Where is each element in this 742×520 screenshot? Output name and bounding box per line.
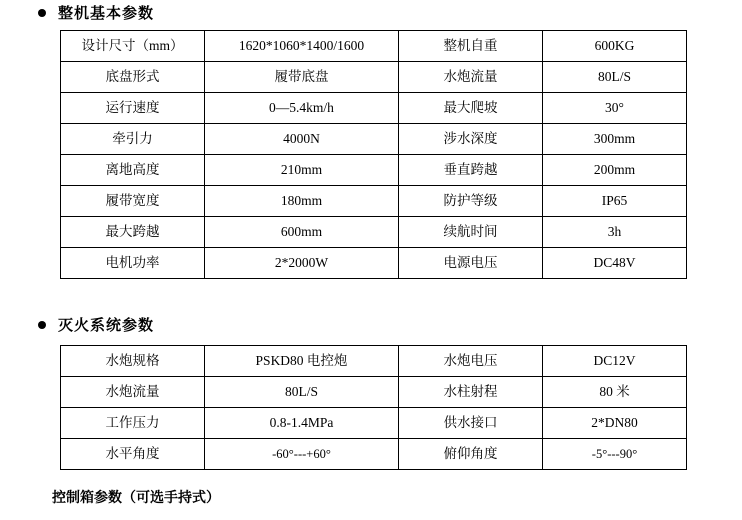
row-label: 防护等级: [399, 186, 543, 217]
basic-params-table-wrapper: [60, 30, 687, 279]
row-value: 0.8-1.4MPa: [205, 408, 399, 439]
row-label: 水炮流量: [399, 62, 543, 93]
table-row: [61, 248, 687, 279]
section-heading-label: 整机基本参数: [58, 6, 155, 22]
bullet-icon: [38, 321, 46, 329]
row-value: IP65: [543, 186, 687, 217]
footer-heading-label: 控制箱参数（可选手持式）: [52, 491, 220, 506]
row-value: 3h: [543, 217, 687, 248]
table-row: [61, 377, 687, 408]
row-label: 续航时间: [399, 217, 543, 248]
table-row: [61, 439, 687, 470]
row-label: 电机功率: [61, 248, 205, 279]
row-value: 1620*1060*1400/1600: [205, 31, 399, 62]
row-label: 俯仰角度: [399, 439, 543, 470]
row-label: 电源电压: [399, 248, 543, 279]
table-row: [61, 408, 687, 439]
row-value: 600KG: [543, 31, 687, 62]
footer-heading: [52, 487, 220, 507]
row-value: 300mm: [543, 124, 687, 155]
row-value: 80 米: [543, 377, 687, 408]
table-row: [61, 124, 687, 155]
table-row: [61, 31, 687, 62]
row-label: 水平角度: [61, 439, 205, 470]
row-value: 履带底盘: [205, 62, 399, 93]
row-value: PSKD80 电控炮: [205, 346, 399, 377]
row-label: 水炮规格: [61, 346, 205, 377]
row-label: 离地高度: [61, 155, 205, 186]
bullet-icon: [38, 9, 46, 17]
row-label: 运行速度: [61, 93, 205, 124]
row-value: 180mm: [205, 186, 399, 217]
row-label: 底盘形式: [61, 62, 205, 93]
row-value: 210mm: [205, 155, 399, 186]
table-row: [61, 346, 687, 377]
row-label: 水炮电压: [399, 346, 543, 377]
row-label: 最大跨越: [61, 217, 205, 248]
row-value: 2*DN80: [543, 408, 687, 439]
row-label: 供水接口: [399, 408, 543, 439]
row-label: 履带宽度: [61, 186, 205, 217]
row-value: -60°---+60°: [205, 439, 399, 470]
row-label: 垂直跨越: [399, 155, 543, 186]
row-value: 600mm: [205, 217, 399, 248]
table-row: [61, 217, 687, 248]
fire-system-params-table: [60, 345, 687, 470]
row-value: 4000N: [205, 124, 399, 155]
row-value: DC48V: [543, 248, 687, 279]
row-value: 200mm: [543, 155, 687, 186]
basic-params-table: [60, 30, 687, 279]
row-value: -5°---90°: [543, 439, 687, 470]
row-label: 水柱射程: [399, 377, 543, 408]
row-label: 涉水深度: [399, 124, 543, 155]
table-row: [61, 186, 687, 217]
row-label: 工作压力: [61, 408, 205, 439]
section-heading-fire-system-params: [38, 314, 154, 335]
row-label: 设计尺寸（mm）: [61, 31, 205, 62]
table-row: [61, 62, 687, 93]
row-value: 0—5.4km/h: [205, 93, 399, 124]
section-heading-label: 灭火系统参数: [58, 318, 155, 334]
row-value: 2*2000W: [205, 248, 399, 279]
table-row: [61, 155, 687, 186]
row-label: 水炮流量: [61, 377, 205, 408]
section-heading-basic-params: [38, 2, 154, 23]
row-label: 整机自重: [399, 31, 543, 62]
row-label: 最大爬坡: [399, 93, 543, 124]
row-value: 80L/S: [205, 377, 399, 408]
fire-system-params-table-wrapper: [60, 345, 687, 470]
row-value: 80L/S: [543, 62, 687, 93]
row-label: 牵引力: [61, 124, 205, 155]
row-value: 30°: [543, 93, 687, 124]
table-row: [61, 93, 687, 124]
row-value: DC12V: [543, 346, 687, 377]
